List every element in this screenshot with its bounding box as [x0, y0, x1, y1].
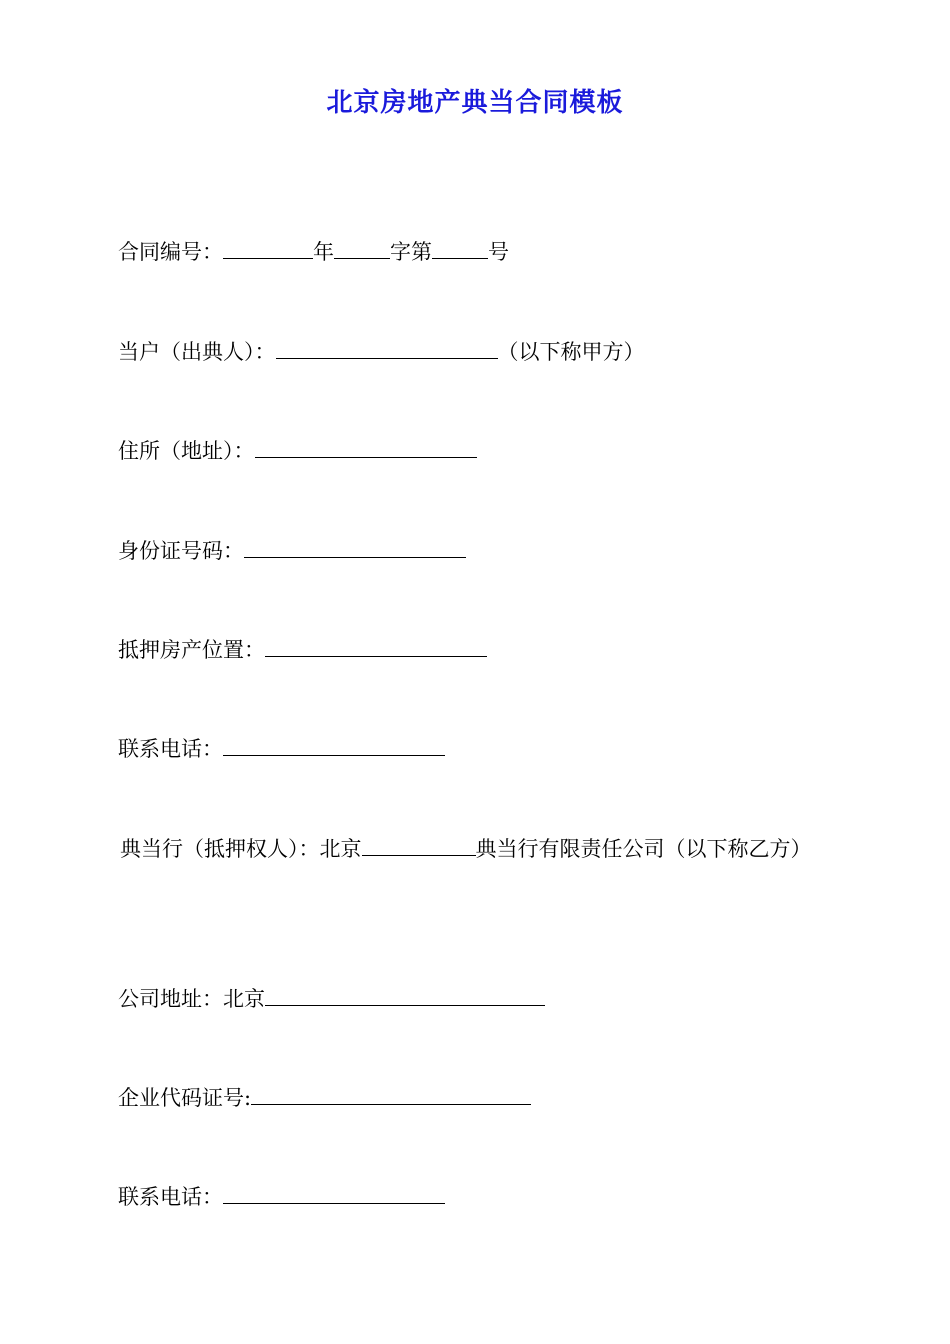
enterprise-code-label: 企业代码证号:	[118, 1086, 252, 1110]
phone-a-blank[interactable]	[223, 733, 445, 756]
pawner-suffix: （以下称甲方）	[497, 340, 645, 364]
id-number-label: 身份证号码：	[118, 539, 244, 563]
company-address-line	[118, 983, 545, 1014]
contract-hao-label: 号	[488, 240, 509, 264]
id-number-blank[interactable]	[244, 535, 466, 558]
pawner-label: 当户（出典人）：	[118, 340, 276, 364]
address-blank[interactable]	[255, 435, 477, 458]
pawnshop-label: 典当行（抵押权人）：北京	[120, 837, 362, 861]
pawner-blank[interactable]	[276, 336, 498, 359]
pawnshop-line	[120, 833, 812, 864]
phone-b-line	[118, 1181, 445, 1212]
property-location-blank[interactable]	[265, 634, 487, 657]
contract-year-label: 年	[313, 240, 334, 264]
contract-number-line	[118, 236, 509, 267]
company-address-label: 公司地址：北京	[118, 987, 265, 1011]
property-location-label: 抵押房产位置：	[118, 638, 265, 662]
pawner-line	[118, 336, 645, 367]
phone-b-label: 联系电话：	[118, 1185, 223, 1209]
contract-number-label: 合同编号：	[118, 240, 223, 264]
document-title: 北京房地产典当合同模板	[326, 88, 624, 118]
property-location-line	[118, 634, 487, 665]
contract-number-blank-2[interactable]	[334, 236, 390, 259]
id-number-line	[118, 535, 466, 566]
pawnshop-blank[interactable]	[362, 833, 476, 856]
contract-zi-di-label: 字第	[390, 240, 432, 264]
phone-b-blank[interactable]	[223, 1181, 445, 1204]
company-address-blank[interactable]	[265, 983, 545, 1006]
address-label: 住所（地址）：	[118, 439, 255, 463]
enterprise-code-blank[interactable]	[251, 1082, 531, 1105]
enterprise-code-line	[118, 1082, 531, 1113]
phone-a-label: 联系电话：	[118, 737, 223, 761]
contract-number-blank-1[interactable]	[223, 236, 313, 259]
pawnshop-suffix: 典当行有限责任公司（以下称乙方）	[475, 837, 812, 861]
contract-number-blank-3[interactable]	[432, 236, 488, 259]
address-line	[118, 435, 477, 466]
phone-a-line	[118, 733, 445, 764]
